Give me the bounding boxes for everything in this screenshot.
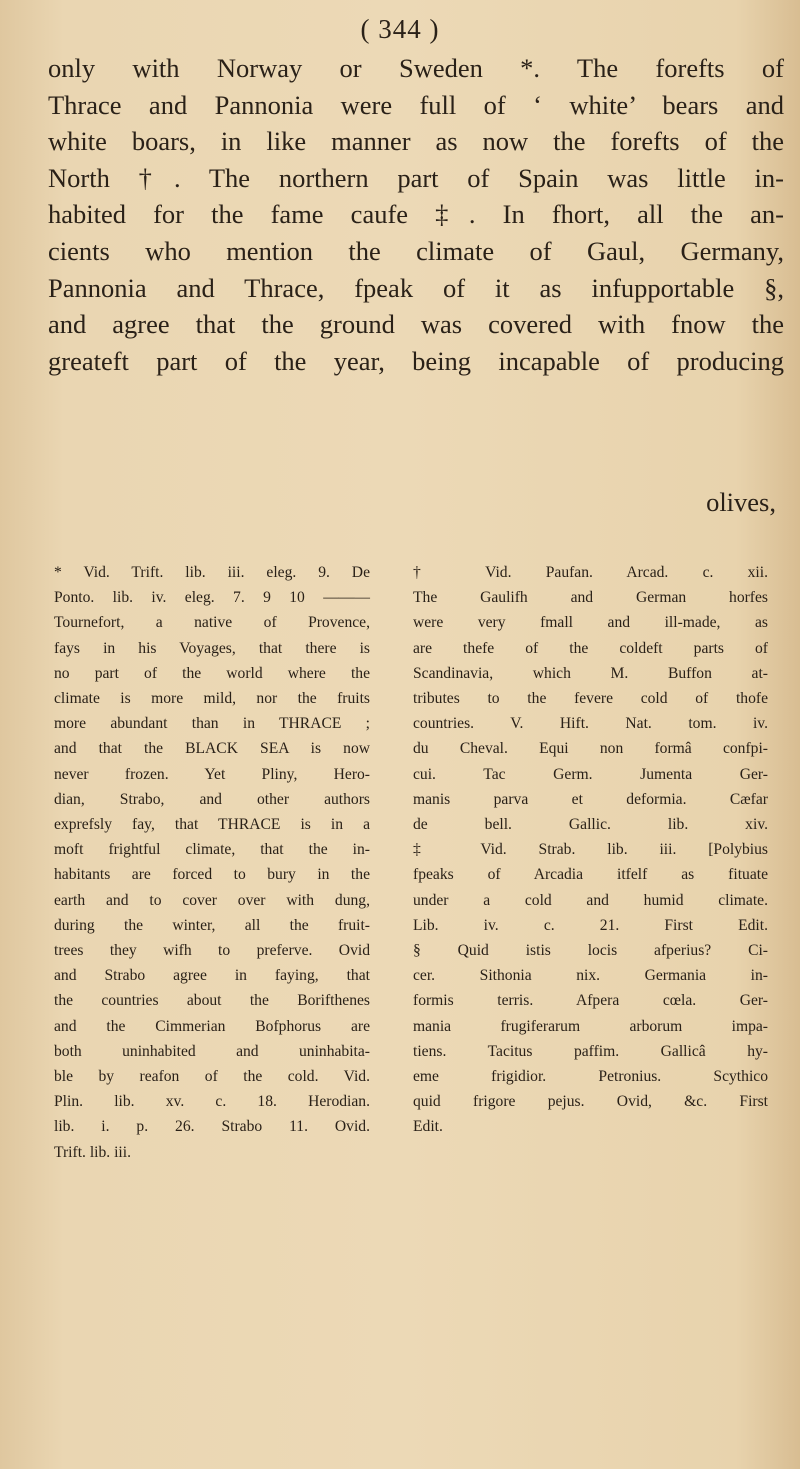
footnote-line: eme frigidior. Petronius. Scythico [413, 1068, 768, 1086]
footnote-line: Scandinavia, which M. Buffon at- [413, 664, 768, 682]
footnote-line: during the winter, all the fruit- [54, 916, 370, 934]
footnote-line: formis terris. Afpera cœla. Ger- [413, 992, 768, 1010]
body-line: cients who mention the climate of Gaul, Germany, [48, 235, 784, 266]
footnote-line: no part of the world where the [54, 664, 370, 682]
footnote-line: † Vid. Paufan. Arcad. c. xii. [413, 564, 768, 581]
footnote-line: habitants are forced to bury in the [54, 866, 370, 884]
footnote-line: both uninhabited and uninhabita- [54, 1042, 370, 1060]
body-text [48, 50, 784, 379]
body-line: greateft part of the year, being incapable of producing [48, 345, 784, 376]
footnote-line: under a cold and humid climate. [413, 891, 768, 909]
footnote-line: never frozen. Yet Pliny, Hero- [54, 765, 370, 783]
footnote-line: tiens. Tacitus paffim. Gallicâ hy- [413, 1042, 768, 1060]
footnote-line: Edit. [413, 1118, 443, 1136]
footnote-line: cer. Sithonia nix. Germania in- [413, 967, 768, 985]
footnote-line: Trift. lib. iii. [54, 1143, 131, 1161]
footnote-line: § Quid istis locis afperius? Ci- [413, 942, 768, 960]
footnote-line: the countries about the Borifthenes [54, 992, 370, 1010]
footnote-line: exprefsly fay, that THRACE is in a [54, 816, 370, 834]
footnote-line: Lib. iv. c. 21. First Edit. [413, 916, 768, 934]
body-line: white boars, in like manner as now the forefts of the [48, 126, 784, 157]
footnotes-left-column [54, 560, 370, 1165]
footnotes-right-column [413, 560, 768, 1140]
footnote-line: ‡ Vid. Strab. lib. iii. [Polybius [413, 841, 768, 859]
footnote-line: were very fmall and ill-made, as [413, 614, 768, 632]
body-line: Pannonia and Thrace, fpeak of it as infupportable §, [48, 272, 784, 303]
footnote-line: Tournefort, a native of Provence, [54, 614, 370, 632]
footnote-line: trees they wifh to preferve. Ovid [54, 942, 370, 960]
footnote-line: fays in his Voyages, that there is [54, 639, 370, 657]
footnote-line: mania frugiferarum arborum impa- [413, 1017, 768, 1035]
footnote-line: more abundant than in THRACE ; [54, 715, 370, 733]
body-line: only with Norway or Sweden *. The forefts of [48, 53, 784, 83]
catchword: olives, [706, 487, 776, 517]
body-line: habited for the fame caufe ‡. In fhort, all the an- [48, 199, 784, 230]
footnote-line: lib. i. p. 26. Strabo 11. Ovid. [54, 1118, 370, 1136]
footnote-line: Ponto. lib. iv. eleg. 7. 9 10 ——— [54, 589, 370, 607]
footnote-line: du Cheval. Equi non formâ confpi- [413, 740, 768, 758]
footnote-line: de bell. Gallic. lib. xiv. [413, 816, 768, 834]
footnote-line: moft frightful climate, that the in- [54, 841, 370, 859]
body-line: Thrace and Pannonia were full of ‘ white’ bears and [48, 89, 784, 120]
footnote-line: * Vid. Trift. lib. iii. eleg. 9. De [54, 564, 370, 581]
body-line: and agree that the ground was covered with fnow the [48, 309, 784, 340]
footnote-line: earth and to cover over with dung, [54, 891, 370, 909]
footnote-line: quid frigore pejus. Ovid, &c. First [413, 1093, 768, 1111]
footnote-line: dian, Strabo, and other authors [54, 790, 370, 808]
footnote-line: manis parva et deformia. Cæfar [413, 790, 768, 808]
footnote-line: and the Cimmerian Bofphorus are [54, 1017, 370, 1035]
footnote-line: fpeaks of Arcadia itfelf as fituate [413, 866, 768, 884]
footnote-line: ble by reafon of the cold. Vid. [54, 1068, 370, 1086]
footnote-line: The Gaulifh and German horfes [413, 589, 768, 607]
page-number: ( 344 ) [360, 14, 440, 44]
footnote-line: and Strabo agree in faying, that [54, 967, 370, 985]
footnote-line: are thefe of the coldeft parts of [413, 639, 768, 657]
footnote-line: countries. V. Hift. Nat. tom. iv. [413, 715, 768, 733]
footnote-line: Plin. lib. xv. c. 18. Herodian. [54, 1093, 370, 1111]
footnote-line: cui. Tac Germ. Jumenta Ger- [413, 765, 768, 783]
footnote-line: climate is more mild, nor the fruits [54, 690, 370, 708]
body-line: North †. The northern part of Spain was little in- [48, 162, 784, 193]
footnote-line: and that the BLACK SEA is now [54, 740, 370, 758]
footnote-line: tributes to the fevere cold of thofe [413, 690, 768, 708]
